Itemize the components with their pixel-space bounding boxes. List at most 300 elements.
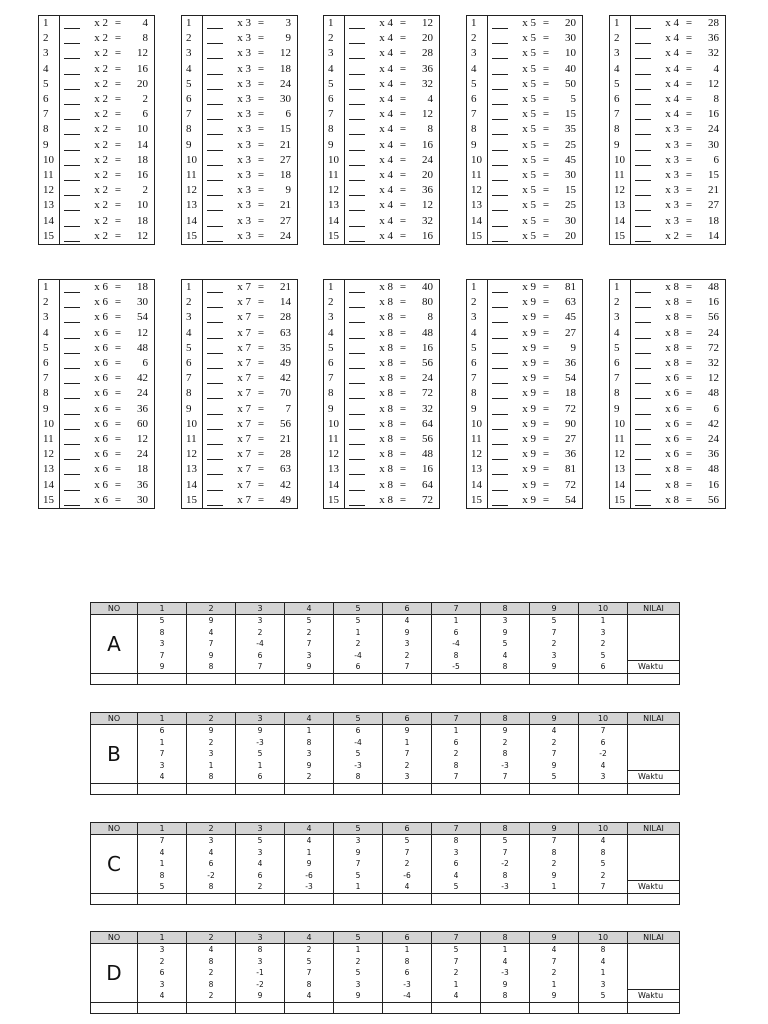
score-cell[interactable] <box>628 615 680 685</box>
row-number: 12 <box>39 183 60 198</box>
answer-blank[interactable] <box>60 477 83 492</box>
answer-blank[interactable] <box>631 295 654 310</box>
multiplication-row <box>324 138 440 153</box>
answer-blank[interactable] <box>631 341 654 356</box>
answer-blank[interactable] <box>203 356 226 371</box>
row-number: 12 <box>39 447 60 462</box>
row-number: 9 <box>182 402 203 417</box>
row-number: 8 <box>324 386 345 401</box>
multiplication-row <box>610 447 726 462</box>
row-number: 5 <box>39 77 60 92</box>
answer-cell[interactable] <box>187 674 236 685</box>
answer-cell[interactable] <box>285 1003 334 1014</box>
addend: 9 <box>551 662 557 672</box>
answer-cell[interactable] <box>334 674 383 685</box>
row-number: 14 <box>324 213 345 228</box>
answer-cell[interactable] <box>138 674 187 685</box>
answer-cell[interactable] <box>187 894 236 905</box>
answer-blank[interactable] <box>203 183 226 198</box>
answer-blank[interactable] <box>345 153 368 168</box>
answer-blank[interactable] <box>345 462 368 477</box>
answer-blank[interactable] <box>631 326 654 341</box>
answer-cell[interactable] <box>334 784 383 795</box>
answer-blank[interactable] <box>203 280 226 296</box>
answer-blank[interactable] <box>60 447 83 462</box>
answer-blank[interactable] <box>345 138 368 153</box>
answer-blank[interactable] <box>345 198 368 213</box>
answer-blank[interactable] <box>60 92 83 107</box>
multiplication-row <box>324 122 440 137</box>
score-cell[interactable] <box>628 725 680 795</box>
answer-cell[interactable] <box>579 1003 628 1014</box>
answer-blank[interactable] <box>60 229 83 245</box>
equals-sign: = <box>257 387 265 400</box>
product: 8 <box>427 123 433 136</box>
number-column <box>481 725 530 784</box>
answer-blank[interactable] <box>60 62 83 77</box>
answer-blank[interactable] <box>345 432 368 447</box>
answer-cell[interactable] <box>91 674 138 685</box>
answer-blank[interactable] <box>631 280 654 296</box>
answer-blank[interactable] <box>631 371 654 386</box>
product: 8 <box>142 32 148 45</box>
multiplier: x 9 <box>522 341 536 354</box>
answer-blank[interactable] <box>203 31 226 46</box>
answer-blank[interactable] <box>631 417 654 432</box>
multiplier: x 4 <box>379 229 393 242</box>
answer-blank[interactable] <box>60 417 83 432</box>
answer-blank[interactable] <box>631 432 654 447</box>
multiplier: x 4 <box>379 123 393 136</box>
answer-blank[interactable] <box>203 417 226 432</box>
answer-blank[interactable] <box>631 477 654 492</box>
answer-blank[interactable] <box>203 402 226 417</box>
multiplier: x 9 <box>522 448 536 461</box>
answer-blank[interactable] <box>203 295 226 310</box>
answer-blank[interactable] <box>60 213 83 228</box>
answer-blank[interactable] <box>345 310 368 325</box>
answer-blank[interactable] <box>631 229 654 245</box>
answer-cell[interactable] <box>285 894 334 905</box>
equals-sign: = <box>542 17 550 30</box>
answer-blank[interactable] <box>60 493 83 509</box>
answer-cell[interactable] <box>481 784 530 795</box>
answer-blank[interactable] <box>631 16 654 32</box>
answer-cell[interactable] <box>579 674 628 685</box>
answer-blank[interactable] <box>488 92 511 107</box>
nilai-box[interactable] <box>628 615 679 661</box>
answer-cell[interactable] <box>530 674 579 685</box>
answer-blank[interactable] <box>345 356 368 371</box>
answer-blank[interactable] <box>631 92 654 107</box>
answer-blank[interactable] <box>345 447 368 462</box>
multiplier: x 3 <box>237 108 251 121</box>
answer-blank[interactable] <box>488 371 511 386</box>
answer-cell[interactable] <box>236 674 285 685</box>
equals-sign: = <box>685 153 693 166</box>
equals-sign: = <box>399 372 407 385</box>
answer-cell[interactable] <box>236 784 285 795</box>
answer-cell[interactable] <box>138 894 187 905</box>
multiplier: x 6 <box>665 387 679 400</box>
answer-blank[interactable] <box>488 168 511 183</box>
multiplication-row <box>467 213 583 228</box>
answer-blank[interactable] <box>345 477 368 492</box>
answer-blank[interactable] <box>345 402 368 417</box>
answer-cell[interactable] <box>138 784 187 795</box>
answer-cell[interactable] <box>334 1003 383 1014</box>
nilai-box[interactable] <box>628 725 679 771</box>
answer-blank[interactable] <box>60 462 83 477</box>
addend: 2 <box>551 639 557 649</box>
answer-blank[interactable] <box>345 295 368 310</box>
row-number: 5 <box>39 341 60 356</box>
nilai-box[interactable] <box>628 835 679 881</box>
answer-cell[interactable] <box>285 784 334 795</box>
multiplier: x 7 <box>237 372 251 385</box>
answer-blank[interactable] <box>203 62 226 77</box>
answer-blank[interactable] <box>203 310 226 325</box>
answer-cell[interactable] <box>383 1003 432 1014</box>
answer-blank[interactable] <box>345 77 368 92</box>
answer-blank[interactable] <box>203 493 226 509</box>
answer-blank[interactable] <box>488 402 511 417</box>
nilai-box[interactable] <box>628 944 679 990</box>
row-number: 1 <box>324 16 345 32</box>
multiplication-row <box>39 402 155 417</box>
row-number: 14 <box>182 213 203 228</box>
answer-blank[interactable] <box>60 386 83 401</box>
equals-sign: = <box>257 357 265 370</box>
multiplier: x 8 <box>379 402 393 415</box>
answer-blank[interactable] <box>203 107 226 122</box>
row-number: 12 <box>182 447 203 462</box>
score-cell[interactable] <box>628 835 680 905</box>
answer-blank[interactable] <box>60 326 83 341</box>
answer-cell[interactable] <box>187 1003 236 1014</box>
answer-blank[interactable] <box>631 153 654 168</box>
number-column <box>481 944 530 1003</box>
equals-sign: = <box>399 493 407 506</box>
answer-blank[interactable] <box>631 493 654 509</box>
answer-cell[interactable] <box>432 894 481 905</box>
answer-cell[interactable] <box>481 1003 530 1014</box>
product: 36 <box>422 184 433 197</box>
answer-blank[interactable] <box>60 198 83 213</box>
multiplication-row <box>39 371 155 386</box>
answer-blank[interactable] <box>345 16 368 32</box>
answer-cell[interactable] <box>432 674 481 685</box>
answer-blank[interactable] <box>631 198 654 213</box>
product: 28 <box>280 311 291 324</box>
addend: 3 <box>159 979 165 989</box>
answer-blank[interactable] <box>60 31 83 46</box>
answer-blank[interactable] <box>203 341 226 356</box>
answer-blank[interactable] <box>488 295 511 310</box>
answer-blank[interactable] <box>345 493 368 509</box>
answer-blank[interactable] <box>60 432 83 447</box>
addend: 4 <box>600 760 606 770</box>
answer-blank[interactable] <box>60 341 83 356</box>
product: 42 <box>137 372 148 385</box>
answer-blank[interactable] <box>631 107 654 122</box>
addend: 4 <box>600 956 606 966</box>
answer-blank[interactable] <box>488 107 511 122</box>
addend: 9 <box>355 991 361 1001</box>
answer-blank[interactable] <box>60 16 83 32</box>
answer-blank[interactable] <box>345 417 368 432</box>
answer-blank[interactable] <box>488 341 511 356</box>
multiplier: x 8 <box>379 281 393 294</box>
addend: -4 <box>403 991 411 1001</box>
answer-blank[interactable] <box>631 447 654 462</box>
multiplication-row <box>39 229 155 245</box>
answer-blank[interactable] <box>60 107 83 122</box>
answer-blank[interactable] <box>203 168 226 183</box>
row-number: 1 <box>182 280 203 296</box>
answer-cell[interactable] <box>383 894 432 905</box>
answer-blank[interactable] <box>631 62 654 77</box>
addend: 7 <box>159 836 165 845</box>
answer-blank[interactable] <box>60 402 83 417</box>
multiplication-row <box>39 46 155 61</box>
column-header: 1 <box>138 823 187 835</box>
answer-blank[interactable] <box>60 168 83 183</box>
answer-blank[interactable] <box>203 447 226 462</box>
product: 24 <box>137 387 148 400</box>
answer-blank[interactable] <box>203 46 226 61</box>
answer-blank[interactable] <box>488 493 511 509</box>
answer-blank[interactable] <box>488 138 511 153</box>
answer-blank[interactable] <box>60 295 83 310</box>
answer-blank[interactable] <box>345 280 368 296</box>
score-cell[interactable] <box>628 944 680 1014</box>
answer-cell[interactable] <box>91 1003 138 1014</box>
product: 3 <box>285 17 291 30</box>
answer-blank[interactable] <box>345 341 368 356</box>
answer-blank[interactable] <box>631 386 654 401</box>
number-column <box>432 725 481 784</box>
answer-blank[interactable] <box>60 46 83 61</box>
answer-blank[interactable] <box>488 46 511 61</box>
answer-blank[interactable] <box>488 356 511 371</box>
multiplier: x 6 <box>94 372 108 385</box>
addend: 2 <box>257 627 263 637</box>
addend: 9 <box>306 760 312 770</box>
answer-cell[interactable] <box>530 894 579 905</box>
number-column <box>530 615 579 674</box>
multiplier: x 2 <box>94 184 108 197</box>
multiplication-row <box>610 295 726 310</box>
answer-blank[interactable] <box>488 62 511 77</box>
row-number: 4 <box>610 62 631 77</box>
answer-blank[interactable] <box>488 31 511 46</box>
answer-blank[interactable] <box>345 229 368 245</box>
addend: 9 <box>208 726 214 735</box>
answer-cell[interactable] <box>530 1003 579 1014</box>
answer-blank[interactable] <box>488 16 511 32</box>
answer-blank[interactable] <box>631 183 654 198</box>
product: 10 <box>137 123 148 136</box>
answer-blank[interactable] <box>488 447 511 462</box>
answer-blank[interactable] <box>203 122 226 137</box>
answer-blank[interactable] <box>488 198 511 213</box>
answer-cell[interactable] <box>91 784 138 795</box>
product: 25 <box>565 138 576 151</box>
multiplier: x 2 <box>94 62 108 75</box>
answer-blank[interactable] <box>60 371 83 386</box>
answer-blank[interactable] <box>488 326 511 341</box>
multiplication-row <box>467 356 583 371</box>
answer-blank[interactable] <box>488 122 511 137</box>
answer-blank[interactable] <box>60 280 83 296</box>
answer-blank[interactable] <box>631 402 654 417</box>
answer-blank[interactable] <box>345 371 368 386</box>
equals-sign: = <box>114 372 122 385</box>
row-number: 6 <box>467 356 488 371</box>
answer-blank[interactable] <box>488 183 511 198</box>
answer-blank[interactable] <box>631 356 654 371</box>
answer-cell[interactable] <box>285 674 334 685</box>
answer-cell[interactable] <box>383 784 432 795</box>
answer-blank[interactable] <box>488 213 511 228</box>
product: 16 <box>137 62 148 75</box>
answer-blank[interactable] <box>60 310 83 325</box>
answer-blank[interactable] <box>488 417 511 432</box>
answer-blank[interactable] <box>60 122 83 137</box>
addend: 5 <box>159 616 165 625</box>
answer-cell[interactable] <box>432 1003 481 1014</box>
row-number: 6 <box>467 92 488 107</box>
multiplication-row <box>467 168 583 183</box>
answer-cell[interactable] <box>91 894 138 905</box>
answer-blank[interactable] <box>631 31 654 46</box>
answer-blank[interactable] <box>203 462 226 477</box>
answer-blank[interactable] <box>345 213 368 228</box>
answer-blank[interactable] <box>345 92 368 107</box>
multiplier: x 4 <box>665 77 679 90</box>
equals-sign: = <box>542 153 550 166</box>
answer-blank[interactable] <box>488 462 511 477</box>
product: 49 <box>280 493 291 506</box>
equals-sign: = <box>257 463 265 476</box>
answer-cell[interactable] <box>579 784 628 795</box>
answer-blank[interactable] <box>203 77 226 92</box>
answer-cell[interactable] <box>236 1003 285 1014</box>
answer-blank[interactable] <box>488 477 511 492</box>
answer-blank[interactable] <box>488 280 511 296</box>
addend: 9 <box>208 616 214 625</box>
answer-blank[interactable] <box>203 213 226 228</box>
answer-cell[interactable] <box>187 784 236 795</box>
answer-blank[interactable] <box>631 77 654 92</box>
answer-cell[interactable] <box>236 894 285 905</box>
answer-blank[interactable] <box>203 386 226 401</box>
answer-cell[interactable] <box>481 894 530 905</box>
answer-blank[interactable] <box>345 107 368 122</box>
addend: 1 <box>208 760 214 770</box>
answer-blank[interactable] <box>345 122 368 137</box>
answer-blank[interactable] <box>631 310 654 325</box>
answer-blank[interactable] <box>203 229 226 245</box>
product: 30 <box>708 138 719 151</box>
addend: 4 <box>208 847 214 857</box>
answer-cell[interactable] <box>138 1003 187 1014</box>
answer-blank[interactable] <box>345 168 368 183</box>
answer-blank[interactable] <box>631 462 654 477</box>
row-number: 3 <box>610 46 631 61</box>
answer-blank[interactable] <box>203 477 226 492</box>
addend: 8 <box>502 991 508 1001</box>
answer-blank[interactable] <box>203 326 226 341</box>
answer-blank[interactable] <box>345 183 368 198</box>
addend: 1 <box>551 882 557 892</box>
answer-blank[interactable] <box>345 46 368 61</box>
answer-blank[interactable] <box>60 183 83 198</box>
equals-sign: = <box>542 62 550 75</box>
answer-blank[interactable] <box>203 371 226 386</box>
addend: -6 <box>403 870 411 880</box>
answer-cell[interactable] <box>432 784 481 795</box>
addend: 6 <box>600 662 606 672</box>
answer-blank[interactable] <box>345 62 368 77</box>
addend: 9 <box>159 662 165 672</box>
column-header: 1 <box>138 932 187 944</box>
answer-blank[interactable] <box>488 77 511 92</box>
answer-blank[interactable] <box>345 386 368 401</box>
answer-blank[interactable] <box>631 138 654 153</box>
answer-blank[interactable] <box>203 138 226 153</box>
answer-cell[interactable] <box>383 674 432 685</box>
multiplier: x 7 <box>237 357 251 370</box>
answer-blank[interactable] <box>60 138 83 153</box>
answer-cell[interactable] <box>530 784 579 795</box>
no-header: NO <box>91 713 138 725</box>
answer-blank[interactable] <box>631 168 654 183</box>
answer-blank[interactable] <box>631 122 654 137</box>
answer-blank[interactable] <box>345 326 368 341</box>
product: 21 <box>280 138 291 151</box>
row-number: 3 <box>39 310 60 325</box>
answer-blank[interactable] <box>488 229 511 245</box>
addend: 4 <box>257 859 263 869</box>
answer-cell[interactable] <box>481 674 530 685</box>
answer-blank[interactable] <box>631 46 654 61</box>
answer-blank[interactable] <box>203 92 226 107</box>
multiplication-row <box>610 168 726 183</box>
product: 18 <box>280 62 291 75</box>
addend: 1 <box>257 760 263 770</box>
answer-blank[interactable] <box>488 386 511 401</box>
row-number: 1 <box>182 16 203 32</box>
answer-blank[interactable] <box>488 153 511 168</box>
answer-blank[interactable] <box>60 153 83 168</box>
answer-blank[interactable] <box>631 213 654 228</box>
answer-cell[interactable] <box>579 894 628 905</box>
addend: 8 <box>208 979 214 989</box>
answer-blank[interactable] <box>203 16 226 32</box>
answer-blank[interactable] <box>488 310 511 325</box>
answer-blank[interactable] <box>488 432 511 447</box>
answer-blank[interactable] <box>60 77 83 92</box>
answer-blank[interactable] <box>60 356 83 371</box>
answer-blank[interactable] <box>203 198 226 213</box>
answer-blank[interactable] <box>203 153 226 168</box>
answer-blank[interactable] <box>203 432 226 447</box>
answer-blank[interactable] <box>345 31 368 46</box>
addend: 2 <box>502 737 508 747</box>
answer-cell[interactable] <box>334 894 383 905</box>
